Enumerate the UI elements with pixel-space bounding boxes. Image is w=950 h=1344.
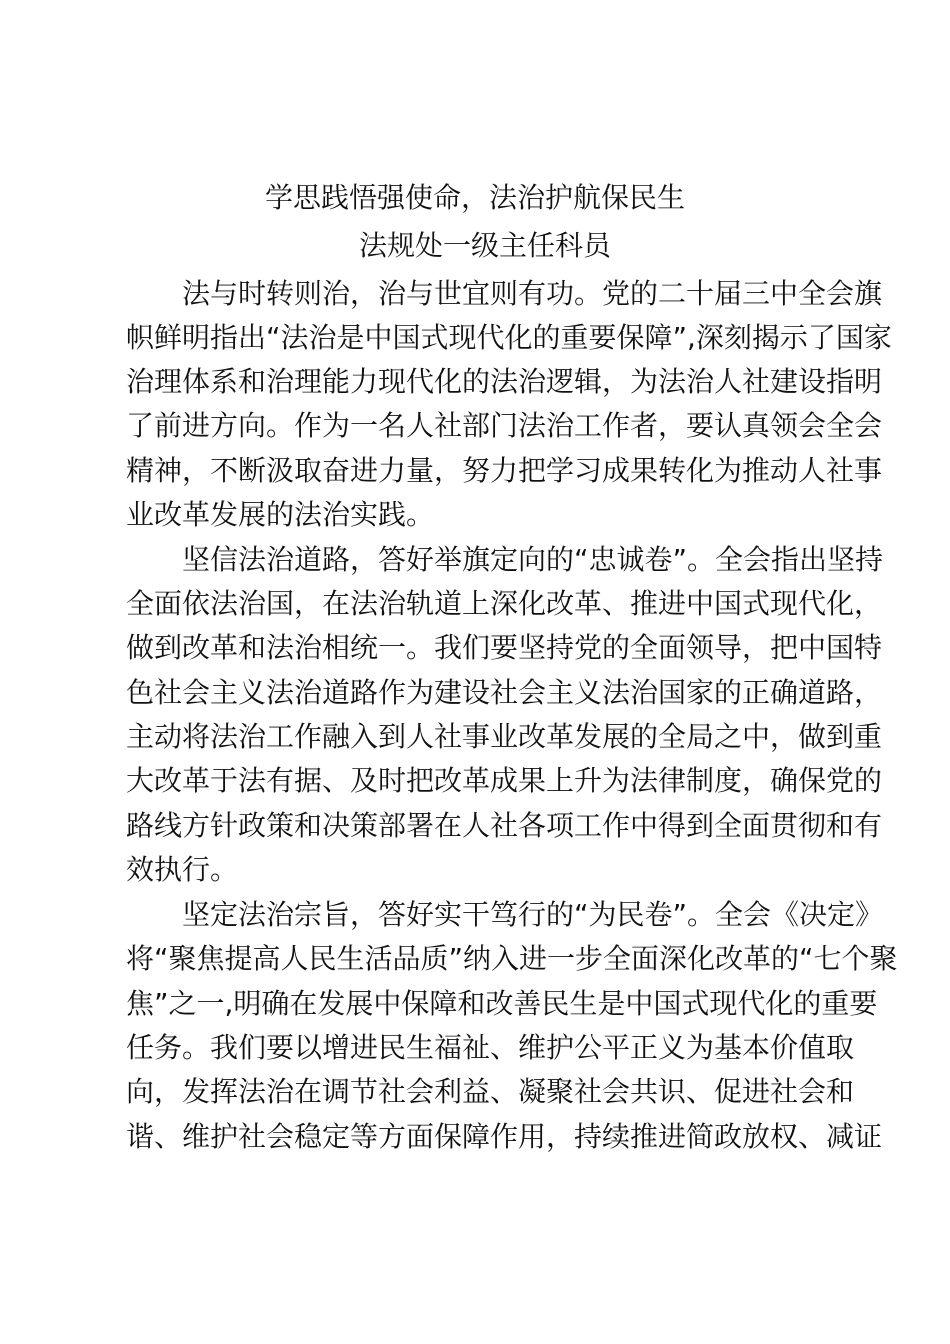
paragraph-2-line-7: 路线方针政策和决策部署在人社各项工作中得到全面贯彻和有 (126, 809, 883, 842)
paragraph-2-line-5: 主动将法治工作融入到人社事业改革发展的全局之中，做到重 (126, 720, 883, 753)
document-author: 法规处一级主任科员 (358, 229, 611, 262)
paragraph-2-line-2: 全面依法治国，在法治轨道上深化改革、推进中国式现代化， (126, 587, 883, 620)
paragraph-1-line-1: 法与时转则治，治与世宜则有功。党的二十届三中全会旗 (182, 277, 883, 310)
paragraph-1-line-6: 业改革发展的法治实践。 (126, 498, 435, 531)
document-title: 学思践悟强使命，法治护航保民生 (264, 181, 685, 214)
paragraph-1-line-3: 治理体系和治理能力现代化的法治逻辑，为法治人社建设指明 (126, 365, 883, 398)
paragraph-1-line-2: 帜鲜明指出“法治是中国式现代化的重要保障”,深刻揭示了国家 (126, 321, 892, 354)
paragraph-2-line-6: 大改革于法有据、及时把改革成果上升为法律制度，确保党的 (126, 764, 883, 797)
paragraph-3-line-1: 坚定法治宗旨，答好实干笃行的“为民卷”。全会《决定》 (182, 898, 884, 931)
paragraph-3-line-4: 任务。我们要以增进民生福祉、维护公平正义为基本价值取 (126, 1031, 855, 1064)
paragraph-2-line-3: 做到改革和法治相统一。我们要坚持党的全面领导，把中国特 (126, 631, 883, 664)
paragraph-1-line-4: 了前进方向。作为一名人社部门法治工作者，要认真领会全会 (126, 409, 883, 442)
paragraph-1-line-5: 精神，不断汲取奋进力量，努力把学习成果转化为推动人社事 (126, 454, 883, 487)
paragraph-3-line-2: 将“聚焦提高人民生活品质”纳入进一步全面深化改革的“七个聚 (126, 942, 898, 975)
paragraph-2-line-8: 效执行。 (126, 853, 239, 886)
paragraph-3-line-5: 向，发挥法治在调节社会利益、凝聚社会共识、促进社会和 (126, 1075, 855, 1108)
paragraph-3-line-3: 焦”之一,明确在发展中保障和改善民生是中国式现代化的重要 (126, 987, 878, 1020)
paragraph-2-line-1: 坚信法治道路，答好举旗定向的“忠诚卷”。全会指出坚持 (182, 543, 884, 576)
paragraph-3-line-6: 谐、维护社会稳定等方面保障作用，持续推进简政放权、减证 (126, 1120, 883, 1153)
paragraph-2-line-4: 色社会主义法治道路作为建设社会主义法治国家的正确道路， (126, 676, 883, 709)
